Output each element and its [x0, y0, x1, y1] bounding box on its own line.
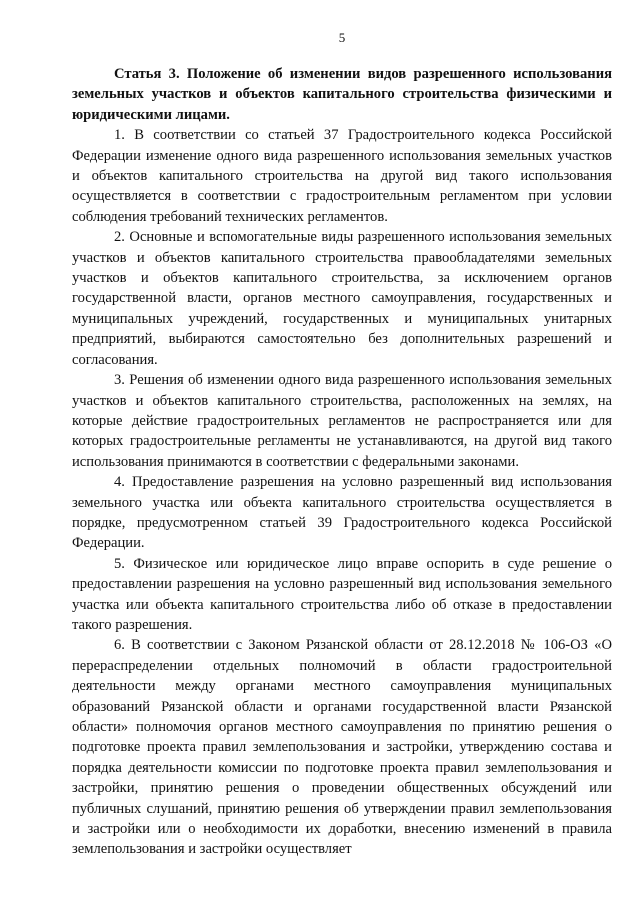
paragraph-6: 6. В соответствии с Законом Рязанской области от 28.12.2018 № 106-ОЗ «О перераспределении отдельных полномочий в области градостроительной деятельности между органами местного самоуправления муниципальных образований Рязанской области и органами государственной власти Рязанской области» полномочия органов местного самоуправления по принятию решения о подготовке проекта правил землепользования и застройки, утверждению состава и порядка деятельности комиссии по подготовке проекта правил землепользования и застройки, принятию решения о проведении общественных обсуждений или публичных слушаний, принятию решения об утверждении правил землепользования и застройки или о необходимости их доработки, внесению изменений в правила землепользования и застройки осуществляет: [72, 637, 612, 858]
paragraph-2: 2. Основные и вспомогательные виды разрешенного использования земельных участков и объектов капитального строительства правообладателями земельных участков и объектов капитального строительства, за исключением органов государственной власти, органов местного самоуправления, государственных и муниципальных учреждений, государственных и муниципальных унитарных предприятий, выбираются самостоятельно без дополнительных разрешений и согласования.: [72, 229, 612, 368]
article-title: Статья 3. Положение об изменении видов разрешенного использования земельных участков и объектов капитального строительства физическими и юридическими лицами.: [72, 66, 612, 123]
paragraph-4: 4. Предоставление разрешения на условно разрешенный вид использования земельного участка или объекта капитального строительства осуществляется в порядке, предусмотренном статьей 39 Градостроительного кодекса Российской Федерации.: [72, 474, 612, 552]
page-number: 5: [338, 30, 346, 45]
paragraph-3: 3. Решения об изменении одного вида разрешенного использования земельных участков и объектов капитального строительства, расположенных на землях, на которые действие градостроительных регламентов не распространяется или для которых градостроительные регламенты не устанавливаются, на другой вид такого использования принимаются в соответствии с федеральными законами.: [72, 372, 612, 470]
document-page: [72, 30, 612, 860]
paragraph-5: 5. Физическое или юридическое лицо вправе оспорить в суде решение о предоставлении разрешения на условно разрешенный вид использования земельного участка или объекта капитального строительства либо об отказе в предоставлении такого разрешения.: [72, 555, 612, 633]
paragraph-1: 1. В соответствии со статьей 37 Градостроительного кодекса Российской Федерации изменение одного вида разрешенного использования земельных участков и объектов капитального строительства на другой вид такого использования осуществляется в соответствии с градостроительным регламентом при условии соблюдения требований технических регламентов.: [72, 127, 612, 225]
